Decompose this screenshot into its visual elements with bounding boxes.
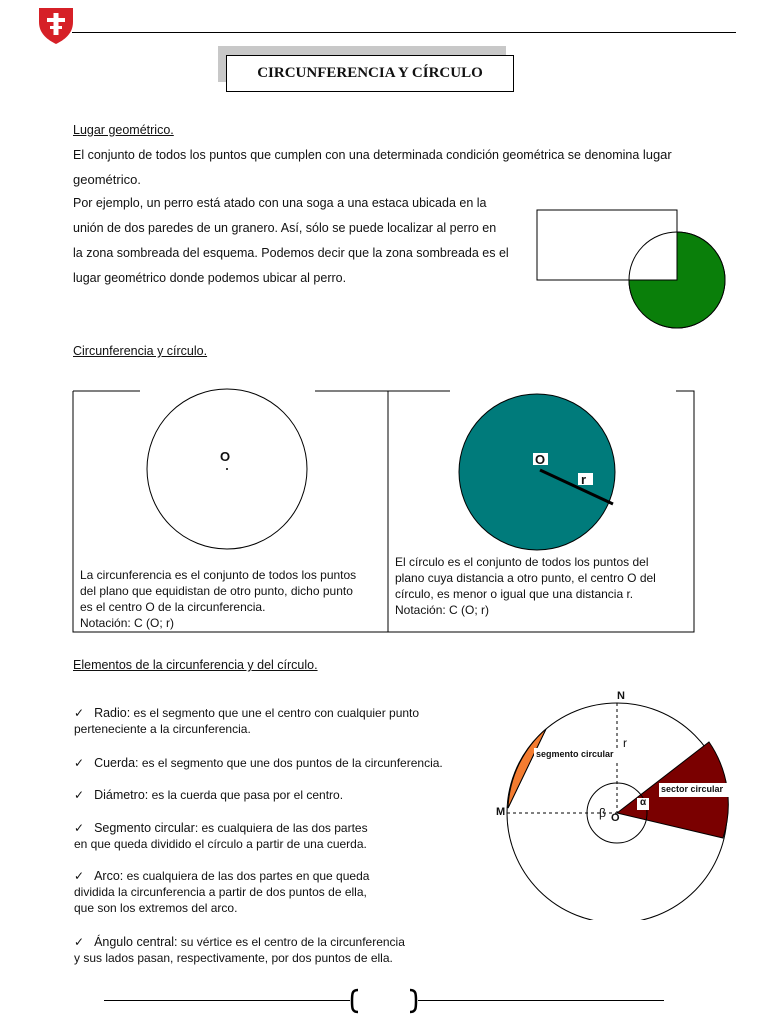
circulo-notation: Notación: C (O; r) bbox=[395, 603, 490, 617]
circulo-line-3: círculo, es menor o igual que una distancia r. bbox=[395, 587, 634, 601]
circulo-line-2: plano cuya distancia a otro punto, el centro O del bbox=[395, 571, 656, 585]
def-radio-2: perteneciente a la circunferencia. bbox=[74, 722, 251, 736]
lugar-example-line-3: la zona sombreada del esquema. Podemos decir que la zona sombreada es el bbox=[73, 246, 509, 260]
circunferencia-notation: Notación: C (O; r) bbox=[80, 616, 175, 630]
def-segmento-2: en que queda dividido el círculo a partir de una cuerda. bbox=[74, 837, 367, 851]
section-heading-circ: Circunferencia y círculo. bbox=[73, 344, 208, 358]
list-item-diametro bbox=[74, 787, 343, 803]
label-beta: β bbox=[599, 806, 606, 820]
lugar-text-c: geométrico bbox=[73, 172, 138, 187]
term-cuerda: Cuerda: bbox=[94, 756, 139, 770]
def-radio-1: es el segmento que une el centro con cualquier punto bbox=[130, 706, 420, 720]
list-item-radio bbox=[74, 705, 419, 737]
term-arco: Arco: bbox=[94, 869, 124, 883]
lugar-example-line-1: Por ejemplo, un perro está atado con una soga a una estaca ubicada en la bbox=[73, 196, 487, 210]
circulo-definition bbox=[395, 554, 656, 618]
circulo-line-1: El círculo es el conjunto de todos los puntos del bbox=[395, 555, 649, 569]
def-arco-3: que son los extremos del arco. bbox=[74, 901, 238, 915]
circunferencia-line-2: del plano que equidistan de otro punto, dicho punto bbox=[80, 584, 353, 598]
checkmark-icon: ✓ bbox=[74, 821, 85, 835]
lugar-line-2 bbox=[73, 168, 141, 193]
footer-rule-left bbox=[104, 1000, 350, 1001]
circunferencia-line-3: es el centro O de la circunferencia. bbox=[80, 600, 266, 614]
checkmark-icon: ✓ bbox=[74, 788, 85, 802]
term-angulo: Ángulo central: bbox=[94, 935, 178, 949]
term-segmento: Segmento circular bbox=[94, 821, 195, 835]
dog-rope-diagram bbox=[530, 205, 735, 335]
label-m: M bbox=[496, 806, 506, 818]
list-item-segmento bbox=[74, 820, 368, 852]
def-diametro-1: es la cuerda que pasa por el centro. bbox=[148, 788, 344, 802]
label-o: O bbox=[611, 812, 620, 824]
right-radius-label: r bbox=[581, 472, 587, 487]
def-segmento-1: : es cualquiera de las dos partes bbox=[194, 821, 368, 835]
list-item-angulo bbox=[74, 934, 405, 966]
def-arco-1: es cualquiera de las dos partes en que queda bbox=[123, 869, 370, 883]
label-r: r bbox=[623, 736, 627, 750]
checkmark-icon: ✓ bbox=[74, 706, 85, 720]
term-diametro: Diámetro: bbox=[94, 788, 149, 802]
lugar-example-line-2: unión de dos paredes de un granero. Así, sólo se puede localizar al perro en bbox=[73, 221, 497, 235]
left-center-label: O bbox=[220, 449, 231, 464]
def-angulo-2: y sus lados pasan, respectivamente, por dos puntos de ella. bbox=[74, 951, 393, 965]
lugar-example-line-4: lugar geométrico donde podemos ubicar al perro. bbox=[73, 271, 347, 285]
label-n: N bbox=[617, 690, 625, 702]
page-number-bracket bbox=[348, 988, 423, 1014]
shield-cross-icon bbox=[36, 4, 76, 44]
lugar-text-b: lugar bbox=[642, 147, 672, 162]
def-arco-2: dividida la circunferencia a partir de dos puntos de ella, bbox=[74, 885, 367, 899]
lugar-text-a: El conjunto de todos los puntos que cumplen con una determinada condición geométrica se denomina bbox=[73, 148, 640, 162]
section-heading-elements: Elementos de la circunferencia y del círculo. bbox=[73, 658, 318, 672]
label-sector-circular: sector circular bbox=[661, 784, 724, 794]
header-rule bbox=[72, 32, 736, 33]
lugar-paragraph bbox=[73, 143, 713, 168]
def-angulo-1: su vértice es el centro de la circunferencia bbox=[177, 935, 405, 949]
footer-rule-right bbox=[418, 1000, 664, 1001]
lugar-text-d: . bbox=[137, 173, 141, 187]
circunferencia-line-1: La circunferencia es el conjunto de todos los puntos bbox=[80, 568, 357, 582]
label-alpha: α bbox=[640, 797, 647, 808]
checkmark-icon: ✓ bbox=[74, 935, 85, 949]
page-title: CIRCUNFERENCIA Y CÍRCULO bbox=[226, 55, 514, 92]
checkmark-icon: ✓ bbox=[74, 756, 85, 770]
section-heading-lugar: Lugar geométrico. bbox=[73, 123, 174, 137]
circle-elements-diagram bbox=[490, 690, 740, 920]
def-cuerda-1: es el segmento que une dos puntos de la circunferencia. bbox=[138, 756, 443, 770]
list-item-arco bbox=[74, 868, 369, 916]
term-radio: Radio: bbox=[94, 706, 131, 720]
list-item-cuerda bbox=[74, 755, 443, 771]
checkmark-icon: ✓ bbox=[74, 869, 85, 883]
label-segmento-circular: segmento circular bbox=[536, 749, 614, 759]
right-center-label: O bbox=[535, 452, 546, 467]
circunferencia-definition bbox=[80, 567, 356, 631]
